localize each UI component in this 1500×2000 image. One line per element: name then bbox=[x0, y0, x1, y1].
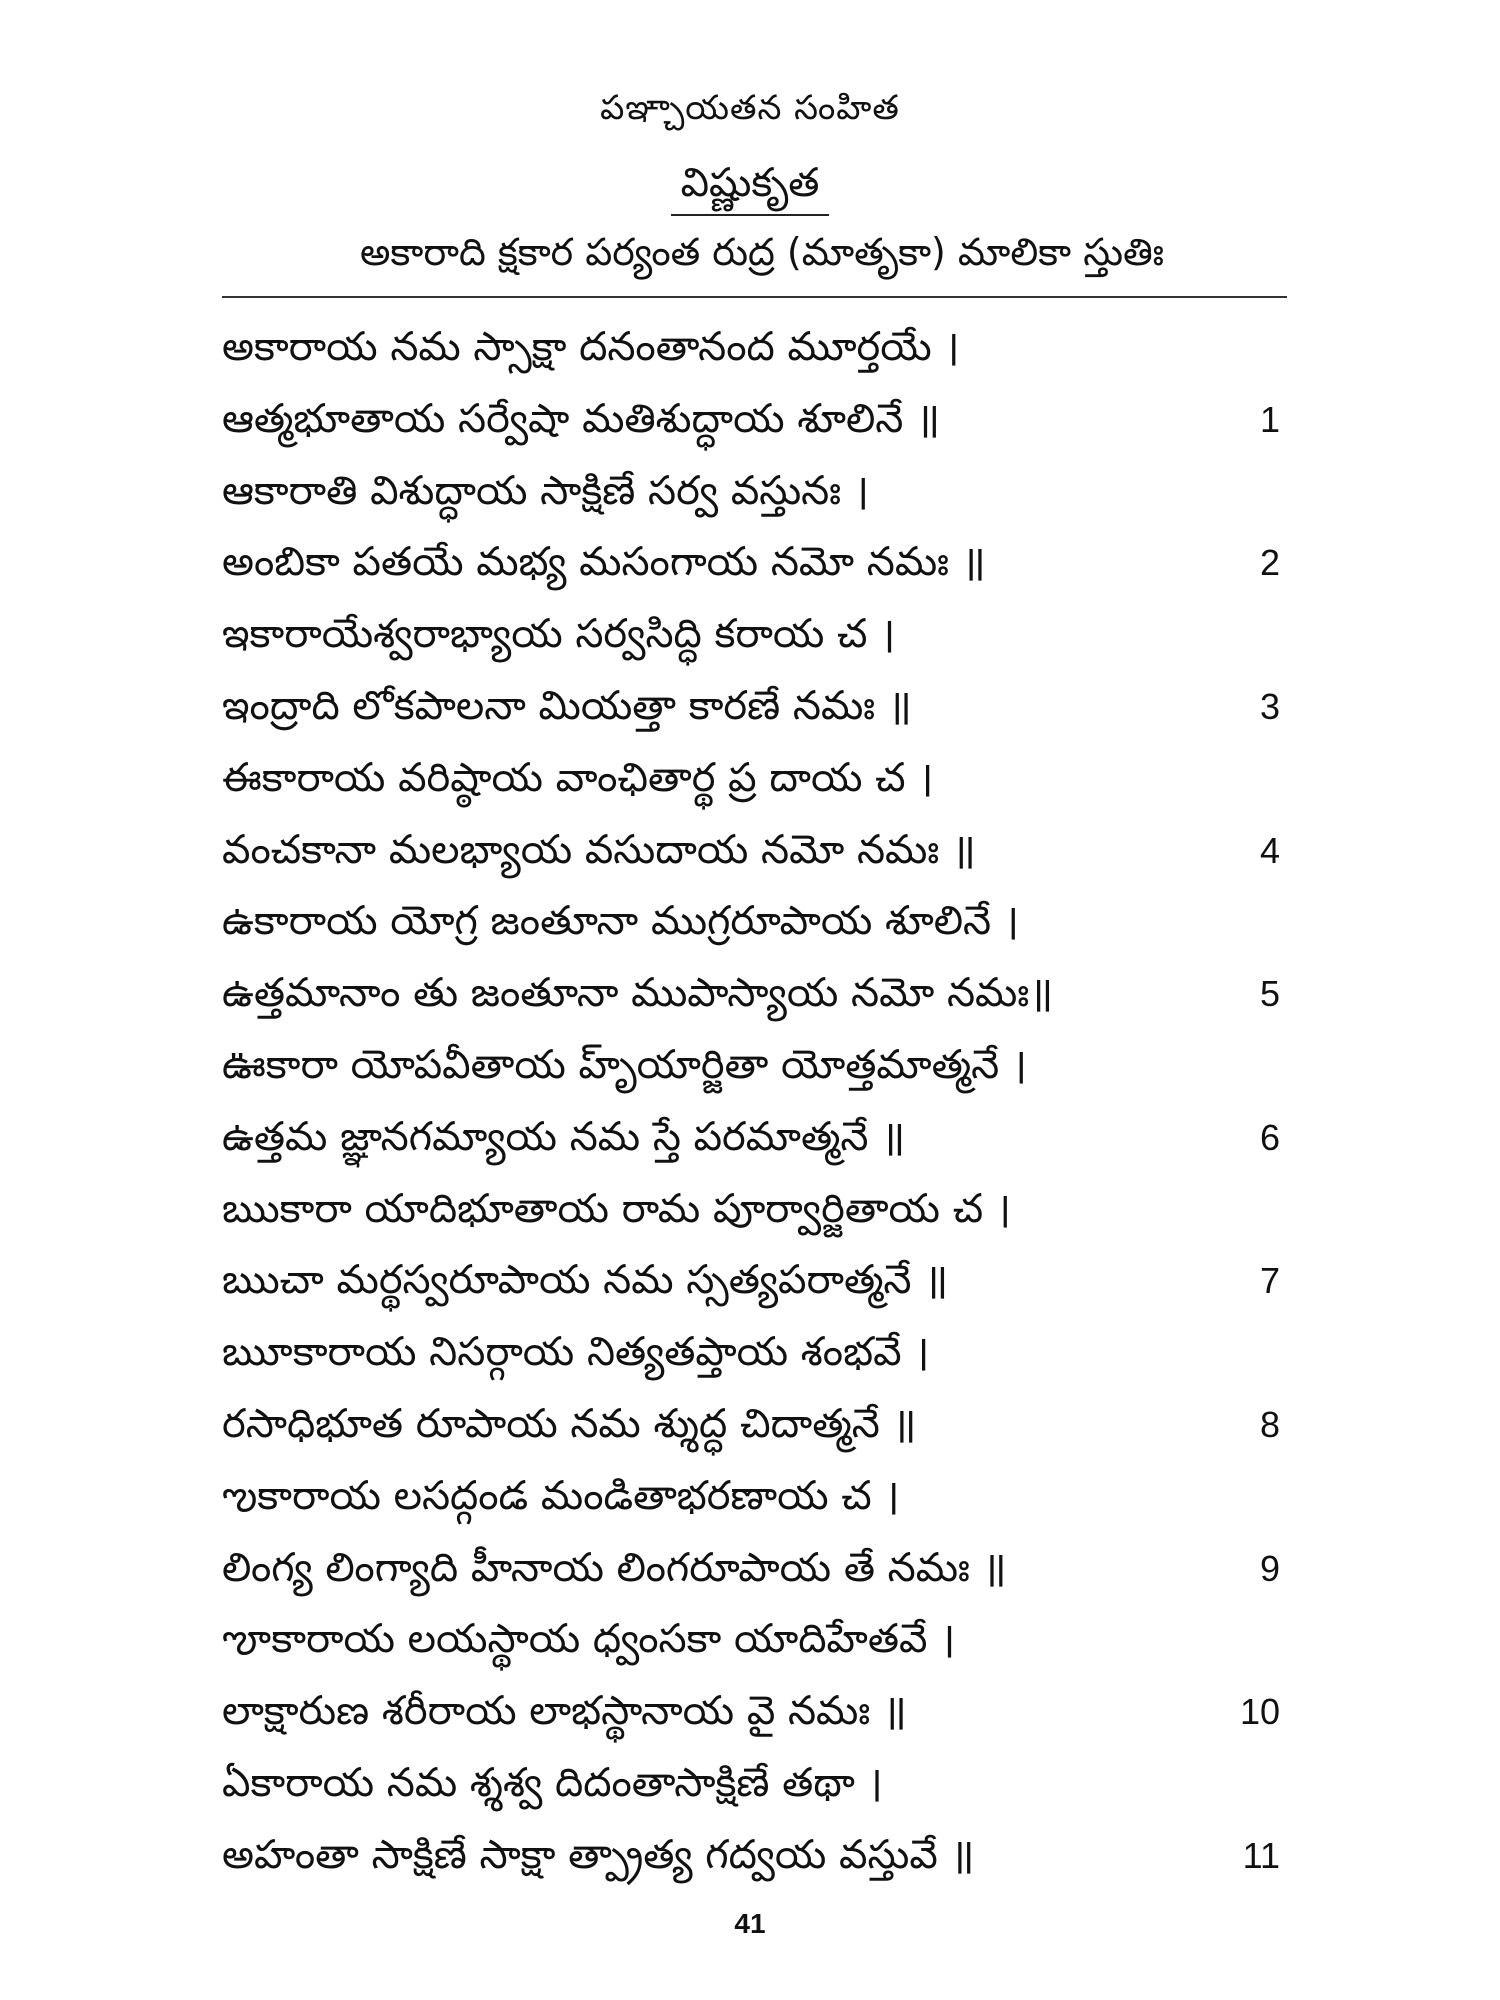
verse-line bbox=[222, 1604, 1302, 1676]
title-divider bbox=[222, 296, 1287, 298]
verse-line bbox=[222, 384, 1302, 456]
verse-line bbox=[222, 1030, 1302, 1102]
verse-line bbox=[222, 743, 1302, 815]
verse-number: 1 bbox=[1259, 398, 1280, 440]
verse-text: అహంతా సాక్షిణే సాక్షా త్ప్రాత్య గద్వయ వస్తువే ॥ bbox=[222, 1831, 975, 1878]
verse-text: ఇంద్రాది లోకపాలనా మియత్తా కారణే నమః ॥ bbox=[222, 682, 912, 729]
verse-text: ఌకారాయ లసద్గండ మండితాభరణాయ చ । bbox=[222, 1472, 900, 1519]
verse-text: ఉకారాయ యోగ్ర జంతూనా ముగ్రరూపాయ శూలినే । bbox=[222, 898, 1020, 945]
verse-text: ఉత్తమానాం తు జంతూనా ముపాస్యాయ నమో నమః॥ bbox=[222, 970, 1054, 1017]
verse-line bbox=[222, 1533, 1302, 1605]
verse-text: రసాధిభూత రూపాయ నమ శ్శుద్ధ చిదాత్మనే ॥ bbox=[222, 1400, 917, 1447]
verse-text: లింగ్య లింగ్యాది హీనాయ లింగరూపాయ తే నమః ॥ bbox=[222, 1544, 1007, 1591]
verse-line bbox=[222, 1748, 1302, 1820]
verse-line bbox=[222, 527, 1302, 599]
verse-line bbox=[222, 1461, 1302, 1533]
page-number: 41 bbox=[734, 1908, 766, 1939]
verse-text: అంబికా పతయే మభ్య మసంగాయ నమో నమః ॥ bbox=[222, 539, 986, 586]
verse-line bbox=[222, 1317, 1302, 1389]
verse-text: ఆత్మభూతాయ సర్వేషా మతిశుద్ధాయ శూలినే ॥ bbox=[222, 395, 941, 442]
verse-text: ఋచా మర్థస్వరూపాయ నమ స్సత్యపరాత్మనే ॥ bbox=[222, 1257, 949, 1304]
verse-number: 6 bbox=[1259, 1116, 1280, 1158]
verse-number: 9 bbox=[1259, 1547, 1280, 1589]
verse-text: లాక్షారుణ శరీరాయ లాభస్థానాయ వై నమః ॥ bbox=[222, 1688, 907, 1735]
verse-line bbox=[222, 456, 1302, 528]
verse-line bbox=[222, 312, 1302, 384]
verse-text: ఈకారాయ వరిష్ఠాయ వాంఛితార్థ ప్ర దాయ చ । bbox=[222, 754, 934, 801]
verse-text: ౠకారాయ నిసర్గాయ నిత్యతప్తాయ శంభవే । bbox=[222, 1329, 930, 1376]
verse-number: 5 bbox=[1259, 973, 1280, 1015]
verse-line bbox=[222, 1820, 1302, 1892]
verse-list bbox=[222, 312, 1302, 1892]
verse-line bbox=[222, 671, 1302, 743]
verse-line bbox=[222, 1174, 1302, 1246]
section-subtitle bbox=[0, 160, 1500, 216]
verse-text: ఏకారాయ నమ శ్శశ్వ దిదంతాసాక్షిణే తథా । bbox=[222, 1759, 883, 1806]
verse-text: ౡకారాయ లయస్థాయ ధ్వంసకా యాదిహేతవే । bbox=[222, 1616, 956, 1663]
verse-number: 8 bbox=[1259, 1403, 1280, 1445]
verse-line bbox=[222, 1245, 1302, 1317]
verse-number: 4 bbox=[1259, 829, 1280, 871]
running-title: పఞ్చాయతన సంహిత bbox=[600, 88, 900, 128]
verse-line bbox=[222, 1102, 1302, 1174]
verse-line bbox=[222, 599, 1302, 671]
verse-number: 10 bbox=[1239, 1691, 1280, 1733]
verse-line bbox=[222, 1676, 1302, 1748]
hymn-title: అకారాది క్షకార పర్యంత రుద్ర (మాతృకా) మాలికా స్తుతిః bbox=[360, 230, 1164, 274]
verse-text: వంచకానా మలభ్యాయ వసుదాయ నమో నమః ॥ bbox=[222, 826, 976, 873]
verse-text: ఊకారా యోపవీతాయ హృ్యార్జితా యోత్తమాత్మనే । bbox=[222, 1041, 1028, 1088]
verse-text: ఉత్తమ జ్ఞానగమ్యాయ నమ స్తే పరమాత్మనే ॥ bbox=[222, 1113, 906, 1160]
verse-line bbox=[222, 1389, 1302, 1461]
verse-text: ఆకారాతి విశుద్ధాయ సాక్షిణే సర్వ వస్తునః । bbox=[222, 467, 869, 514]
verse-number: 3 bbox=[1259, 685, 1280, 727]
verse-text: ఋకారా యాదిభూతాయ రామ పూర్వార్జితాయ చ । bbox=[222, 1185, 1011, 1232]
verse-text: ఇకారాయేశ్వరాభ్యాయ సర్వసిద్ధి కరాయ చ । bbox=[222, 611, 896, 658]
verse-number: 7 bbox=[1259, 1260, 1280, 1302]
verse-line bbox=[222, 815, 1302, 887]
verse-line bbox=[222, 958, 1302, 1030]
subtitle-text: విష్ణుకృత bbox=[671, 160, 830, 216]
verse-line bbox=[222, 886, 1302, 958]
verse-number: 11 bbox=[1242, 1834, 1280, 1876]
verse-text: అకారాయ నమ స్సాక్షా దనంతానంద మూర్తయే । bbox=[222, 324, 960, 370]
verse-number: 2 bbox=[1259, 542, 1280, 584]
